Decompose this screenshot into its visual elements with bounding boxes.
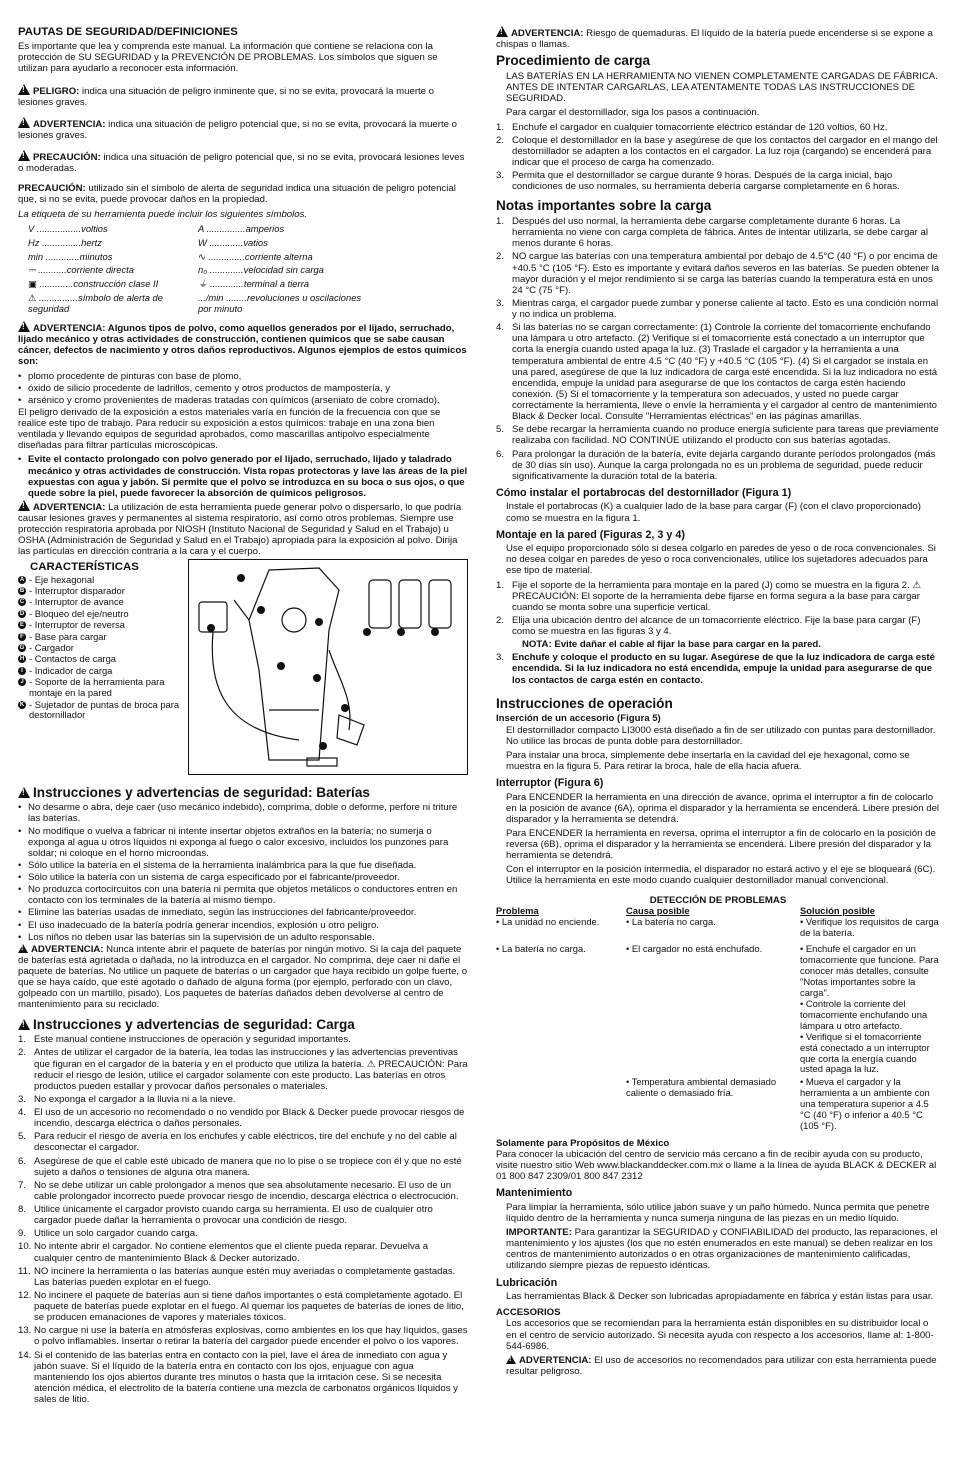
safety-intro: Es importante que lea y comprenda este manual. La información que contiene se relaciona con la protección de SU SEGURIDAD y la PREVENCIÓN DE PROBLEMAS. Los símbolos que siguen se utilizan para ayudarlo a reconocer esta información. — [18, 41, 438, 75]
operation-title: Instrucciones de operación — [496, 695, 673, 711]
switch-title: Interruptor (Figura 6) — [496, 777, 604, 790]
warning-triangle-icon — [496, 26, 508, 37]
left-column: PAUTAS DE SEGURIDAD/DEFINICIONES Es importante que lea y comprenda este manual. La información que contiene se relaciona con la protección de SU SEGURIDAD y la PREVENCIÓN DE PROBLEMAS. Los símbolos que siguen se utilizan para ayudarlo a reconocer esta información. !PELIGRO: indica una situación de peligro inminente que, si no se evita, provocará la muerte o lesiones graves. !ADVERTENCIA: indica una situación de peligro potencial que, si no se evita, provocará la muerte o lesiones graves. !PRECAUCIÓN: indica una situación de peligro potencial que, si no se evita, provocará lesiones leves o moderadas. PRECAUCIÓN: utilizado sin el símbolo de alerta de seguridad indica una situación de peligro potencial que, si no se evita, puede provocar daños en la propiedad. La etiqueta de su herramienta puede incluir los siguientes símbolos. V .................voltios A ...............amperios Hz ...............hertz W .............vatios min .............minutos ∿ ..............corriente alterna ⎓ ...........corriente directa n₀ .............velocidad sin carga ▣ .............construcción clase II ⏚ .............terminal a tierra ⚠ ...............símbolo de alerta de seguridad .../min ........revoluciones u oscilaciones por minuto !ADVERTENCIA: Algunos tipos de polvo, como aquellos generados por el lijado, serruchado, lijado mecánico y otras actividades de construcción, contienen químicos que se sabe causan cáncer, defectos de nacimiento y otros daños reproductivos. Algunos ejemplos de estos químicos son: • plomo procedente de pinturas con base de plomo, • óxido de silicio procedente de ladrillos, cemento y otros productos de mampostería, y • arsénico y cromo provenientes de maderas tratadas con químicos (arseniato de cobre cromado). El peligro derivado de la exposición a estos materiales varía en función de la frecuencia con que se realice este tipo de trabajo. Para reducir su exposición a estos químicos: trabaje en una zona bien ventilada y llevando equipos de seguridad aprobados, como mascarillas antipolvo especialmente diseñadas para filtrar partículas microscópicas. • Evite el contacto prolongado con polvo generado por el lijado, serruchado, lijado y taladrado mecánico y otras actividades de construcción. Vista ropas protectoras y lave las áreas de la piel expuestas con agua y jabón. Si permite que el polvo se introduzca en su boca o sus ojos, o que quede sobre la piel, puede favorecer la absorción de químicos peligrosos. !ADVERTENCIA: La utilización de esta herramienta puede generar polvo o dispersarlo, lo que podría causar lesiones graves y permanentes al sistema respiratorio, así como otros problemas. Siempre use protección respiratoria aprobada por NIOSH (Instituto Nacional de Seguridad y Salud en el Trabajo) u OSHA (Administración de Seguridad y Salud en el Trabajo) apropiada para la exposición al polvo. Dirija las partículas en dirección contraria a la cara y el cuerpo. CARACTERÍSTICAS A - Eje hexagonal B - Interruptor disparador C - Interruptor de avance D - Bloqueo del eje/neutro E - Interruptor de reversa F - Base para cargar G - Cargador H - Contactos de carga I - Indicador de carga J - Soporte de la herramienta para montaje en la pared K - Sujetador de puntas de broca para destornillador !Instrucciones y advertencias de seguridad: Baterías • No desarme o abra, deje caer (uso mecánico indebido), comprima, doble o deforme, perfore ni triture las baterías. • No modifique o vuelva a fabricar ni intente insertar objetos extraños en la batería; no sumerja o exponga al agua u otros líquidos ni exponga al fuego o calor excesivo, incluidos los punzones para soldar; ni coloque en el horno microondas. • Sólo utilice la batería en el sistema de la herramienta inalámbrica para la que fue diseñada. • Sólo utilice la batería con un sistema de carga especificado por el fabricante/proveedor. • No produzca cortocircuitos con una batería ni permita que objetos metálicos o conductores entren en contacto con los terminales de la batería al mismo tiempo. • Elimine las baterías usadas de inmediato, según las instrucciones del fabricante/proveedor. • El uso inadecuado de la batería podría generar incendios, explosión u otro peligro. • Los niños no deben usar las baterías sin la supervisión de un adulto responsable. !ADVERTENCIA: Nunca intente abrir el paquete de baterías por ningún motivo. Si la caja del paquete de baterías está agrietada o dañada, no la introduzca en el cargador. No comprima, deje caer ni dañe el paquete de baterías. No utilice un paquete de baterías o un cargador que haya recibido un golpe fuerte, o que se haya caído, que esté agotado o dañado de alguna forma (por ejemplo, perforado con un clavo, golpeado con un martillo, pisado). Los paquetes de baterías dañados deben devolverse al centro de mantenimiento para su reciclado. !Instrucciones y advertencias de seguridad: Carga 1. Este manual contiene instrucciones de operación y seguridad importantes. 2. Antes de utilizar el cargador de la batería, lea todas las instrucciones y las advertencias preventivas que figuran en el cargador de la batería y en el producto que utiliza la batería. ⚠ PRECAUCIÓN: Para reducir el riesgo de lesión, utilice el cargador solamente con este producto. Las baterías en otros productos pueden estallar y provocar daños personales o materiales. 3. No exponga el cargador a la lluvia ni a la nieve. 4. El uso de un accesorio no recomendado o no vendido por Black & Decker puede provocar riesgos de incendio, descarga eléctrica o daños personales. 5. Para reducir el riesgo de avería en los enchufes y cable eléctricos, tire del enchufe y no del cable al desconectar el cargador. 6. Asegúrese de que el cable esté ubicado de manera que no lo pise o se tropiece con él y que no esté sujeto a daños o tensiones de alguna otra manera. 7. No se debe utilizar un cable prolongador a menos que sea absolutamente necesario. El uso de un cable prolongador incorrecto puede provocar riesgo de incendio, descarga eléctrica o electrocución. 8. Utilice únicamente el cargador provisto cuando carga su herramienta. El uso de cualquier otro cargador puede dañar la herramienta o provocar una condición de riesgo. 9. Utilice un solo cargador cuando carga. 10. No intente abrir el cargador. No contiene elementos que el cliente pueda reparar. Devuelva a cualquier centro de mantenimiento Black & Decker autorizado. 11. NO incinere la herramienta o las baterías aunque estén muy averiadas o completamente gastadas. Las baterías pueden explotar en el fuego. 12. No incinere el paquete de baterías aun si tiene daños importantes o está completamente agotado. El paquete de baterías puede explotar en el fuego. Al quemar los paquetes de baterías de iones de litio, se producen emanaciones de vapores y materiales tóxicos. 13. No cargue ni use la batería en atmósferas explosivas, como ambientes en los que hay líquidos, gases o polvo inflamables. Insertar o retirar la batería del cargador puede encender el polvo o los vapores. 14. Si el contenido de las baterías entra en contacto con la piel, lave el área de inmediato con agua y jabón suave. Si el líquido de la batería entra en contacto con los ojos, enjuague con agua manteniendo los ojos abiertos durante tres minutos o hasta que la irritación cese. Si se necesita atención médica, el electrolito de la batería contiene una mezcla de carbonatos orgánicos líquidos y sales de litio. — [18, 26, 468, 1407]
warning-triangle-icon — [18, 150, 30, 161]
warning-triangle-icon — [18, 1019, 30, 1030]
chemicals-list: • plomo procedente de pinturas con base de plomo, • óxido de silicio procedente de ladrillos, cemento y otros productos de mampostería, y • arsénico y cromo provenientes de maderas tratadas con químicos (arseniato de cobre cromado). — [18, 371, 468, 406]
symbols-table: V .................voltios A ...............amperios Hz ...............hertz W .............vatios min .............minutos ∿ ..............corriente alterna ⎓ ...........corriente directa n₀ .............velocidad sin carga ▣ .............construcción clase II ⏚ .............terminal a tierra ⚠ ...............símbolo de alerta de seguridad .../min ........revoluciones u oscilaciones por minuto — [28, 222, 362, 315]
screwdriver-figure — [189, 560, 467, 774]
warning-triangle-icon — [18, 117, 30, 128]
bit-holder-title: Cómo instalar el portabrocas del destornillador (Figura 1) — [496, 486, 792, 499]
warning-triangle-icon — [506, 1355, 516, 1364]
charging-list: 1. Este manual contiene instrucciones de operación y seguridad importantes. 2. Antes de utilizar el cargador de la batería, lea todas las instrucciones y las advertencias preventivas que figuran en el cargador de la batería y en el producto que utiliza la batería. ⚠ PRECAUCIÓN: Para reducir el riesgo de lesión, utilice el cargador solamente con este producto. Las baterías en otros productos pueden estallar y provocar daños personales o materiales. 3. No exponga el cargador a la lluvia ni a la nieve. 4. El uso de un accesorio no recomendado o no vendido por Black & Decker puede provocar riesgos de incendio, descarga eléctrica o daños personales. 5. Para reducir el riesgo de avería en los enchufes y cable eléctricos, tire del enchufe y no del cable al desconectar el cargador. 6. Asegúrese de que el cable esté ubicado de manera que no lo pise o se tropiece con él y que no esté sujeto a daños o tensiones de alguna otra manera. 7. No se debe utilizar un cable prolongador a menos que sea absolutamente necesario. El uso de un cable prolongador incorrecto puede provocar riesgo de incendio, descarga eléctrica o electrocución. 8. Utilice únicamente el cargador provisto cuando carga su herramienta. El uso de cualquier otro cargador puede dañar la herramienta o provocar una condición de riesgo. 9. Utilice un solo cargador cuando carga. 10. No intente abrir el cargador. No contiene elementos que el cliente pueda reparar. Devuelva a cualquier centro de mantenimiento Black & Decker autorizado. 11. NO incinere la herramienta o las baterías aunque estén muy averiadas o completamente gastadas. Las baterías pueden explotar en el fuego. 12. No incinere el paquete de baterías aun si tiene daños importantes o está completamente agotado. El paquete de baterías puede explotar en el fuego. Al quemar los paquetes de baterías de iones de litio, se producen emanaciones de vapores y materiales tóxicos. 13. No cargue ni use la batería en atmósferas explosivas, como ambientes en los que hay líquidos, gases o polvo inflamables. Insertar o retirar la batería del cargador puede encender el polvo o los vapores. 14. Si el contenido de las baterías entra en contacto con la piel, lave el área de inmediato con agua y jabón suave. Si el líquido de la batería entra en contacto con los ojos, enjuague con agua manteniendo los ojos abiertos durante tres minutos o hasta que la irritación cese. Si se necesita atención médica, el electrolito de la batería contiene una mezcla de carbonatos orgánicos líquidos y sales de litio. — [18, 1034, 468, 1406]
warning-triangle-icon — [18, 787, 30, 798]
warning-triangle-icon — [18, 500, 30, 511]
charging-procedure-title: Procedimiento de carga — [496, 53, 651, 69]
procedure-list: 1. Enchufe el cargador en cualquier tomacorriente eléctrico estándar de 120 voltios, 60 Hz. 2. Coloque el destornillador en la base y asegúrese de que los contactos del cargador en el mango del destornillador se adapten a los contactos en el cargador. La luz roja (cargando) se encenderá para indicar que el proceso de carga ha comenzado. 3. Permita que el destornillador se cargue durante 9 horas. Después de la carga inicial, bajo condiciones de uso normales, su herramienta debería cargarse completamente en 6 horas. — [496, 121, 938, 193]
label-note: La etiqueta de su herramienta puede incluir los siguientes símbolos. — [18, 208, 308, 220]
warning-triangle-icon — [18, 321, 30, 332]
troubleshooting-table: Problema Causa posible Solución posible • La unidad no enciende. • La batería no carga. • Verifique los requisitos de carga de la batería. • La batería no carga. • El cargador no está enchufado. • Enchufe el cargador en un tomacorriente que funcione. Para conocer más detalles, consulte "Notas importantes sobre la carga". • Controle la corriente del tomacorriente enchufando una lámpara u otro artefacto. • Verifique si el tomacorriente está conectado a un interruptor que corta la energía cuando usted apaga la luz. • Temperatura ambiental demasiado caliente o demasiado fría. • Mueva el cargador y la herramienta a un ambiente con una temperatura superior a 4.5 °C (40 °F) o inferior a 40.5 °C (105 °F). — [496, 904, 939, 1131]
warning-triangle-icon — [18, 944, 28, 953]
troubleshooting-title: DETECCIÓN DE PROBLEMAS — [649, 894, 787, 906]
battery-section-title: !Instrucciones y advertencias de seguridad: Baterías — [18, 785, 468, 801]
lubrication-title: Lubricación — [496, 1276, 558, 1289]
notes-title: Notas importantes sobre la carga — [496, 198, 712, 214]
tool-illustration — [188, 559, 468, 775]
warning-triangle-icon — [18, 84, 30, 95]
wall-mount-list: 1. Fije el soporte de la herramienta para montaje en la pared (J) como se muestra en la figura 2. ⚠ PRECAUCIÓN: El soporte de la herramienta debe fijarse en forma segura a la base para cargar cuando se monta sobre una superficie vertical. 2. Elija una ubicación dentro del alcance de un tomacorriente eléctrico. Fije la base para cargar (F) como se muestra en las figuras 3 y 4. NOTA: Evite dañar el cable al fijar la base para cargar en la pared. 3. Enchufe y coloque el producto en su lugar. Asegúrese de que la luz indicadora de carga esté encendida. Si la luz indicadora no está encendida, empuje la unidad para asegurarse de que los contactos de carga estén en contacto. — [496, 579, 935, 686]
accessories-title: ACCESORIOS — [496, 1307, 561, 1319]
maintenance-title: Mantenimiento — [496, 1187, 573, 1200]
section-title-safety: PAUTAS DE SEGURIDAD/DEFINICIONES — [18, 26, 238, 38]
dust-warning: ADVERTENCIA: Algunos tipos de polvo, como aquellos generados por el lijado, serruchado, lijado mecánico y otras actividades de construcción, contienen químicos que se sabe causan cáncer, defectos de nacimiento y otros daños reproductivos. Algunos ejemplos de estos químicos son: — [18, 323, 467, 368]
charging-section-title: !Instrucciones y advertencias de seguridad: Carga — [18, 1017, 468, 1033]
right-column: !ADVERTENCIA: Riesgo de quemaduras. El líquido de la batería puede encenderse si se expone a chispas o llamas. Procedimiento de carga LAS BATERÍAS EN LA HERRAMIENTA NO VIENEN COMPLETAMENTE CARGADAS DE FÁBRICA. ANTES DE INTENTAR CARGARLAS, LEA ATENTAMENTE TODAS LAS INSTRUCCIONES DE SEGURIDAD. Para cargar el destornillador, siga los pasos a continuación. 1. Enchufe el cargador en cualquier tomacorriente eléctrico estándar de 120 voltios, 60 Hz. 2. Coloque el destornillador en la base y asegúrese de que los contactos del cargador en el mango del destornillador se adapten a los contactos en el cargador. La luz roja (cargando) se encenderá para indicar que el proceso de carga ha comenzado. 3. Permita que el destornillador se cargue durante 9 horas. Después de la carga inicial, bajo condiciones de uso normales, su herramienta debería cargarse completamente en 6 horas. Notas importantes sobre la carga 1. Después del uso normal, la herramienta debe cargarse completamente durante 6 horas. La herramienta no viene con carga completa de fábrica. Antes de intentar utilizarla, se debe cargar al menos durante 6 horas. 2. NO cargue las baterías con una temperatura ambiental por debajo de 4.5°C (40 °F) o por encima de +40.5 °C (105 °F). Esto es importante y evitará daños severos en las baterías. Se pueden obtener la mayor duración y el mejor rendimiento si se carga las baterías cuando la temperatura está en unos 24 °C (75 °F). 3. Mientras carga, el cargador puede zumbar y ponerse caliente al tacto. Esto es una condición normal y no indica un problema. 4. Si las baterías no se cargan correctamente: (1) Controle la corriente del tomacorriente enchufando una lámpara u otro artefacto. (2) Verifique si el tomacorriente está conectado a un interruptor que corta la energía cuando usted apaga la luz. (3) Traslade el cargador y la herramienta a una temperatura ambiental de entre 4.5 °C (40 °F) y +40.5 °C (105 °F). (4) Si el cargador se instala en una pared, asegúrese de que la luz indicadora de carga esté encendida. Si la luz indicadora no está encendida, empuje la unidad para asegurarse de que los contactos de carga estén haciendo conexión. (5) Si el tomacorriente y la temperatura son adecuados, y usted no puede cargar correctamente la herramienta, lleve o envíe la herramienta y el cargador al centro de mantenimiento Black & Decker local. Consulte "Herramientas eléctricas" en las páginas amarillas. 5. Se debe recargar la herramienta cuando no produce energía suficiente para tareas que previamente realizaba con facilidad. NO CONTINÚE utilizando el producto con sus baterías agotadas. 6. Para prolongar la duración de la batería, evite dejarla cargando durante períodos prolongados (más de 30 días sin uso). Aunque la carga prolongada no es un problema de seguridad, puede reducir significativamente la duración total de la batería. Cómo instalar el portabrocas del destornillador (Figura 1) Instale el portabrocas (K) a cualquier lado de la base para cargar (F) (con el clavo proporcionado) como se muestra en la figura 1. Montaje en la pared (Figuras 2, 3 y 4) Use el equipo proporcionado sólo si desea colgarlo en paredes de yeso o de roca convencionales. Si no desea colgar en paredes de yeso o roca convencionales, utilice los sujetadores adecuados para ese tipo de material. 1. Fije el soporte de la herramienta para montaje en la pared (J) como se muestra en la figura 2. ⚠ PRECAUCIÓN: El soporte de la herramienta debe fijarse en forma segura a la base para cargar cuando se monta sobre una superficie vertical. 2. Elija una ubicación dentro del alcance de un tomacorriente eléctrico. Fije la base para cargar (F) como se muestra en las figuras 3 y 4. NOTA: Evite dañar el cable al fijar la base para cargar en la pared. 3. Enchufe y coloque el producto en su lugar. Asegúrese de que la luz indicadora de carga esté encendida. Si la luz indicadora no está encendida, empuje la unidad para asegurarse de que los contactos de carga estén en contacto. Instrucciones de operación Inserción de un accesorio (Figura 5) El destornillador compacto LI3000 está diseñado a fin de ser utilizado con puntas para destornillador. No utilice las brocas de punta doble para destornillador. Para instalar una broca, simplemente debe insertarla en la cavidad del eje hexagonal, como se muestra en la figura 5. Para retirar la broca, hale de ella hacia afuera. Interruptor (Figura 6) Para ENCENDER la herramienta en una dirección de avance, oprima el interruptor a fin de colocarlo en la posición de avance (6A), oprima el disparador y la herramienta se encenderá. Libere presión del disparador y la herramienta se detendrá. Para ENCENDER la herramienta en reversa, oprima el interruptor a fin de colocarlo en la posición de reversa (6B), oprima el disparador y la herramienta se encenderá. Libere presión del disparador y la herramienta se detendrá. Con el interruptor en la posición intermedia, el disparador no estará activo y el eje se bloqueará (6C). Utilice la herramienta en este modo cuando cualquier destornillador manual convencional. DETECCIÓN DE PROBLEMAS Problema Causa posible Solución posible • La unidad no enciende. • La batería no carga. • Verifique los requisitos de carga de la batería. • La batería no carga. • El cargador no está enchufado. • Enchufe el cargador en un tomacorriente que funcione. Para conocer más detalles, consulte "Notas importantes sobre la carga". • Controle la corriente del tomacorriente enchufando una lámpara u otro artefacto. • Verifique si el tomacorriente está conectado a un interruptor que corta la energía cuando usted apaga la luz. • Temperatura ambiental demasiado caliente o demasiado fría. • Mueva el cargador y la herramienta a un ambiente con una temperatura superior a 4.5 °C (40 °F) o inferior a 40.5 °C (105 °F). Solamente para Propósitos de México Para conocer la ubicación del centro de servicio más cercano a fin de recibir ayuda con su producto, visite nuestro sitio Web www.blackanddecker.com.mx o llame a la línea de ayuda BLACK & DECKER al 01 800 847 2309/01 800 847 2312 Mantenimiento Para limpiar la herramienta, sólo utilice jabón suave y un paño húmedo. Nunca permita que penetre líquido dentro de la herramienta y nunca sumerja ninguna de las piezas en un medio líquido. IMPORTANTE: Para garantizar la SEGURIDAD y CONFIABILIDAD del producto, las reparaciones, el mantenimiento y los ajustes (los que no estén enumerados en este manual) se deben realizar en los centros de mantenimiento autorizados o en otras organizaciones de mantenimiento calificadas, utilizando siempre piezas de repuesto idénticas. Lubricación Las herramientas Black & Decker son lubricadas apropiadamente en fábrica y están listas para usar. ACCESORIOS Los accesorios que se recomiendan para la herramienta están disponibles en su distribuidor local o en el centro de servicio autorizado. Si necesita ayuda con respecto a los accesorios, llame al: 1-800-544-6986. !ADVERTENCIA: El uso de accesorios no recomendados para utilizar con esta herramienta puede resultar peligroso. — [496, 26, 940, 1380]
features-list: A - Eje hexagonal B - Interruptor disparador C - Interruptor de avance D - Bloqueo del eje/neutro E - Interruptor de reversa F - Base para cargar G - Cargador H - Contactos de carga I - Indicador de carga J - Soporte de la herramienta para montaje en la pared K - Sujetador de puntas de broca para destornillador — [19, 573, 180, 721]
features-title: CARACTERÍSTICAS — [30, 560, 139, 573]
features-section — [18, 561, 468, 771]
battery-list: • No desarme o abra, deje caer (uso mecánico indebido), comprima, doble o deforme, perfore ni triture las baterías. • No modifique o vuelva a fabricar ni intente insertar objetos extraños en la batería; no sumerja o exponga al agua u otros líquidos ni exponga al fuego o calor excesivo, incluidos los punzones para soldar; ni coloque en el horno microondas. • Sólo utilice la batería en el sistema de la herramienta inalámbrica para la que fue diseñada. • Sólo utilice la batería con un sistema de carga especificado por el fabricante/proveedor. • No produzca cortocircuitos con una batería ni permita que objetos metálicos o conductores entren en contacto con los terminales de la batería al mismo tiempo. • Elimine las baterías usadas de inmediato, según las instrucciones del fabricante/proveedor. • El uso inadecuado de la batería podría generar incendios, explosión u otro peligro. • Los niños no deben usar las baterías sin la supervisión de un adulto responsable. — [18, 802, 468, 943]
notes-list: 1. Después del uso normal, la herramienta debe cargarse completamente durante 6 horas. La herramienta no viene con carga completa de fábrica. Antes de intentar utilizarla, se debe cargar al menos durante 6 horas. 2. NO cargue las baterías con una temperatura ambiental por debajo de 4.5°C (40 °F) o por encima de +40.5 °C (105 °F). Esto es importante y evitará daños severos en las baterías. Se pueden obtener la mayor duración y el mejor rendimiento si se carga las baterías cuando la temperatura está en unos 24 °C (75 °F). 3. Mientras carga, el cargador puede zumbar y ponerse caliente al tacto. Esto es una condición normal y no indica un problema. 4. Si las baterías no se cargan correctamente: (1) Controle la corriente del tomacorriente enchufando una lámpara u otro artefacto. (2) Verifique si el tomacorriente está conectado a un interruptor que corta la energía cuando usted apaga la luz. (3) Traslade el cargador y la herramienta a una temperatura ambiental de entre 4.5 °C (40 °F) y +40.5 °C (105 °F). (4) Si el cargador se instala en una pared, asegúrese de que la luz indicadora de carga esté encendida. Si la luz indicadora no está encendida, empuje la unidad para asegurarse de que los contactos de carga estén haciendo conexión. (5) Si el tomacorriente y la temperatura son adecuados, y usted no puede cargar correctamente la herramienta, lleve o envíe la herramienta y el cargador al centro de mantenimiento Black & Decker local. Consulte "Herramientas eléctricas" en las páginas amarillas. 5. Se debe recargar la herramienta cuando no produce energía suficiente para tareas que previamente realizaba con facilidad. NO CONTINÚE utilizando el producto con sus baterías agotadas. 6. Para prolongar la duración de la batería, evite dejarla cargando durante períodos prolongados (más de 30 días sin uso). Aunque la carga prolongada no es un problema de seguridad, puede reducir significativamente la duración total de la batería. — [496, 216, 940, 482]
mexico-title: Solamente para Propósitos de México — [496, 1137, 670, 1149]
insertion-title: Inserción de un accesorio (Figura 5) — [496, 713, 661, 725]
wall-mount-title: Montaje en la pared (Figuras 2, 3 y 4) — [496, 528, 685, 541]
